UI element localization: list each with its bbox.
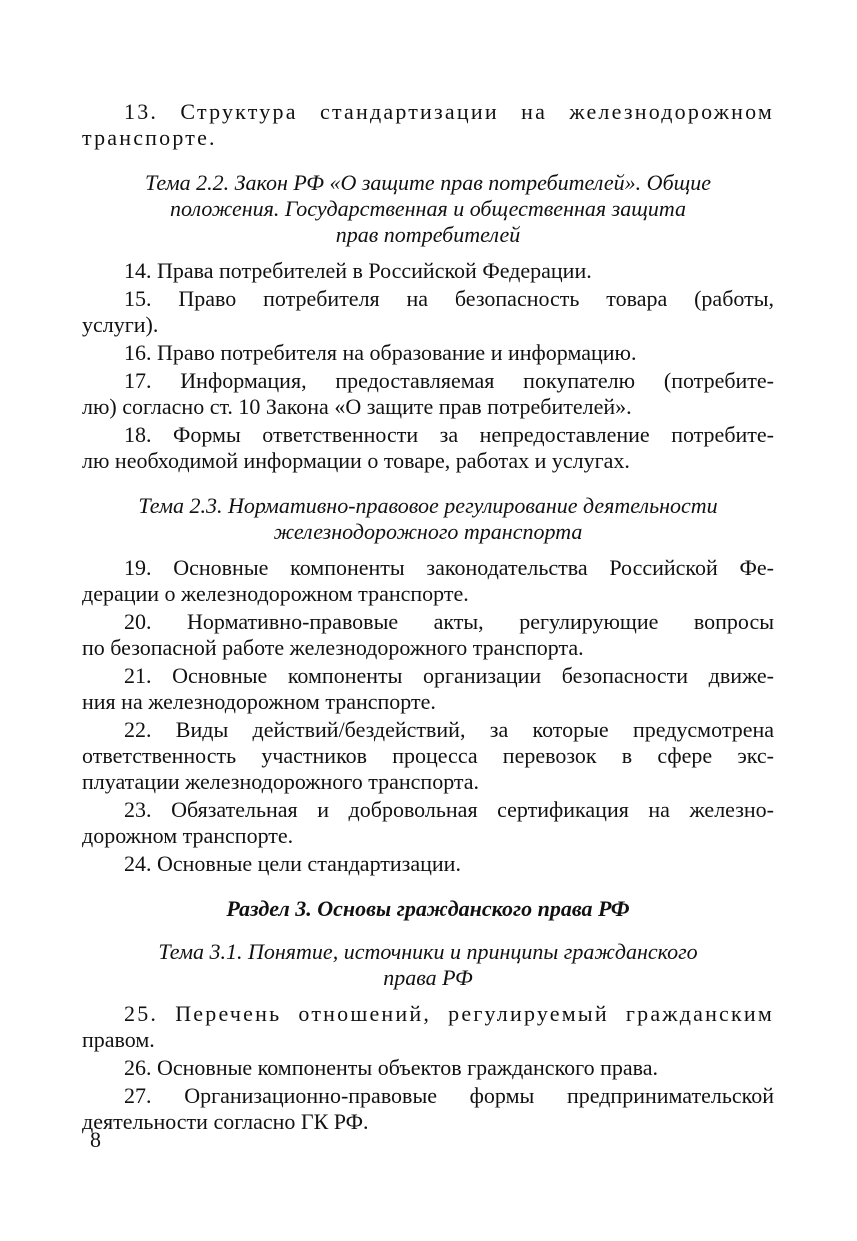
- topic-2-2-line-3: прав потребителей: [335, 222, 521, 247]
- question-19-line-1: 19. Основные компоненты законодательства Российской Фе-: [124, 555, 774, 580]
- question-24-line-1: 24. Основные цели стандартизации.: [124, 851, 461, 876]
- topic-2-2-line-2: положения. Государственная и общественная защита: [170, 196, 686, 221]
- topic-3-1-heading: [82, 939, 774, 991]
- question-21: [82, 663, 774, 715]
- question-15: [82, 286, 774, 338]
- question-13-line-2: транспорте.: [82, 125, 217, 150]
- question-20-line-2: по безопасной работе железнодорожного транспорта.: [82, 635, 584, 660]
- page-number: 8: [90, 1127, 101, 1152]
- question-27-line-2: деятельности согласно ГК РФ.: [82, 1109, 369, 1134]
- question-25-line-1: 25. Перечень отношений, регулируемый гражданским: [124, 1001, 774, 1026]
- question-13-line-1: 13. Структура стандартизации на железнодорожном: [124, 99, 774, 124]
- topic-3-1-line-2: права РФ: [383, 965, 473, 990]
- question-13: [82, 99, 774, 151]
- section-3-title: Раздел 3. Основы гражданского права РФ: [226, 896, 630, 921]
- question-14: [82, 258, 774, 284]
- question-22-line-2: ответственность участников процесса перевозок в сфере экс-: [82, 743, 774, 768]
- question-19-line-2: дерации о железнодорожном транспорте.: [82, 581, 469, 606]
- question-20: [82, 609, 774, 661]
- question-17-line-1: 17. Информация, предоставляемая покупателю (потребите-: [124, 368, 774, 393]
- question-18-line-1: 18. Формы ответственности за непредоставление потребите-: [124, 422, 774, 447]
- question-22-line-1: 22. Виды действий/бездействий, за которые предусмотрена: [124, 717, 774, 742]
- question-24: [82, 851, 774, 877]
- question-14-line-1: 14. Права потребителей в Российской Федерации.: [124, 258, 592, 283]
- question-20-line-1: 20. Нормативно-правовые акты, регулирующие вопросы: [124, 609, 774, 634]
- question-27-line-1: 27. Организационно-правовые формы предпринимательской: [124, 1083, 774, 1108]
- topic-2-2-heading: [82, 170, 774, 248]
- question-25: [82, 1001, 774, 1053]
- question-23-line-2: дорожном транспорте.: [82, 823, 294, 848]
- page-body: [82, 99, 774, 1135]
- question-26-line-1: 26. Основные компоненты объектов гражданского права.: [124, 1055, 659, 1080]
- question-26: [82, 1055, 774, 1081]
- question-23: [82, 797, 774, 849]
- question-18-line-2: лю необходимой информации о товаре, работах и услугах.: [82, 448, 630, 473]
- question-18: [82, 422, 774, 474]
- question-16-line-1: 16. Право потребителя на образование и информацию.: [124, 340, 637, 365]
- question-25-line-2: правом.: [82, 1027, 155, 1052]
- topic-2-3-line-1: Тема 2.3. Нормативно-правовое регулирование деятельности: [138, 493, 718, 518]
- topic-2-3-line-2: железнодорожного транспорта: [273, 519, 583, 544]
- topic-2-2-line-1: Тема 2.2. Закон РФ «О защите прав потребителей». Общие: [144, 170, 712, 195]
- section-3-heading: [82, 896, 774, 922]
- question-22-line-3: плуатации железнодорожного транспорта.: [82, 769, 480, 794]
- question-16: [82, 340, 774, 366]
- question-27: [82, 1083, 774, 1135]
- question-21-line-1: 21. Основные компоненты организации безопасности движе-: [124, 663, 774, 688]
- question-22: [82, 717, 774, 795]
- question-17: [82, 368, 774, 420]
- topic-2-3-heading: [82, 493, 774, 545]
- question-23-line-1: 23. Обязательная и добровольная сертификация на железно-: [124, 797, 774, 822]
- question-19: [82, 555, 774, 607]
- topic-3-1-line-1: Тема 3.1. Понятие, источники и принципы гражданского: [158, 939, 698, 964]
- question-17-line-2: лю) согласно ст. 10 Закона «О защите прав потребителей».: [82, 394, 632, 419]
- question-15-line-1: 15. Право потребителя на безопасность товара (работы,: [124, 286, 774, 311]
- question-21-line-2: ния на железнодорожном транспорте.: [82, 689, 436, 714]
- question-15-line-2: услуги).: [82, 312, 159, 337]
